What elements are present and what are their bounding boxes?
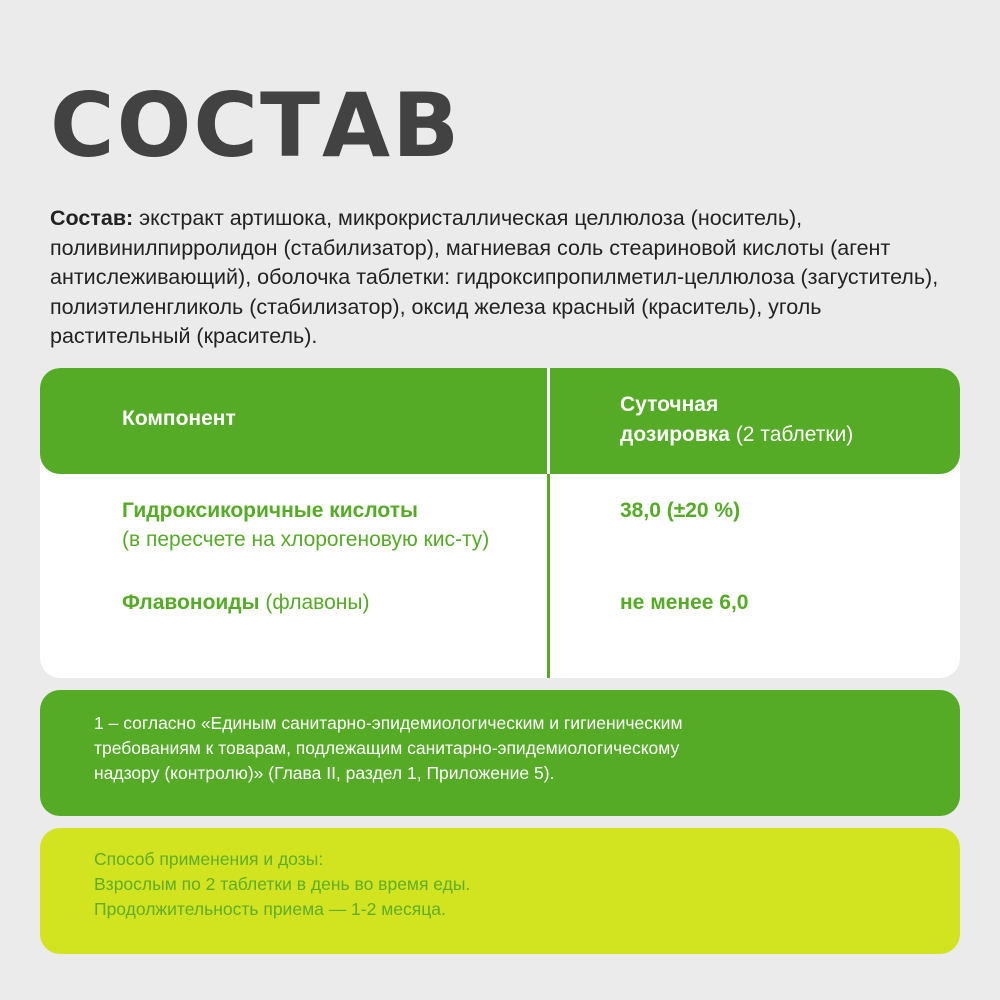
table-row-2-component xyxy=(122,588,369,617)
composition-label: Состав: xyxy=(50,206,134,230)
header-dose-line-2 xyxy=(620,420,853,450)
row-2-name: Флавоноиды xyxy=(122,591,260,614)
row-1-dose: 38,0 (±20 %) xyxy=(620,499,741,522)
table-row-1-component xyxy=(122,496,522,554)
composition-text: экстракт артишока, микрокристаллическая целлюлоза (носитель), поливинилпирролидон (стабилизатор), магниевая соль стеариновой кислоты (агент антислеживающий), оболочка таблетки: гидроксипропилметил-целлюлоза (загуститель), полиэтиленгликоль (стабилизатор), оксид железа красный (краситель), уголь растительный (краситель). xyxy=(50,206,939,348)
row-2-note: (флавоны) xyxy=(259,591,370,614)
row-2-dose: не менее 6,0 xyxy=(620,591,749,614)
footnote-box xyxy=(40,690,960,816)
header-dose-regular: (2 таблетки) xyxy=(729,423,854,446)
header-column-divider xyxy=(547,368,550,474)
footnote-line-1: 1 – согласно «Единым санитарно-эпидемиологическим и гигиеническим xyxy=(94,713,683,733)
header-dose-line-1: Суточная xyxy=(620,393,719,416)
usage-heading: Способ применения и дозы: xyxy=(94,849,324,869)
footnote-line-2: требованиям к товарам, подлежащим санитарно-эпидемиологическому xyxy=(94,738,680,758)
row-1-note: (в пересчете на хлорогеновую кис-ту) xyxy=(122,528,490,551)
usage-line-1: Взрослым по 2 таблетки в день во время еды. xyxy=(94,874,471,894)
header-component: Компонент xyxy=(122,407,236,430)
usage-line-2: Продолжительность приема — 1-2 месяца. xyxy=(94,899,446,919)
usage-box xyxy=(40,828,960,954)
row-1-name: Гидроксикоричные кислоты xyxy=(122,499,418,522)
components-table xyxy=(40,368,960,678)
header-dose-bold: дозировка xyxy=(620,423,730,446)
composition-paragraph xyxy=(50,204,960,352)
page-title: СОСТАВ xyxy=(50,74,462,177)
header-daily-dose xyxy=(620,390,853,450)
footnote-line-3: надзору (контролю)» (Глава II, раздел 1, Приложение 5). xyxy=(94,763,555,783)
